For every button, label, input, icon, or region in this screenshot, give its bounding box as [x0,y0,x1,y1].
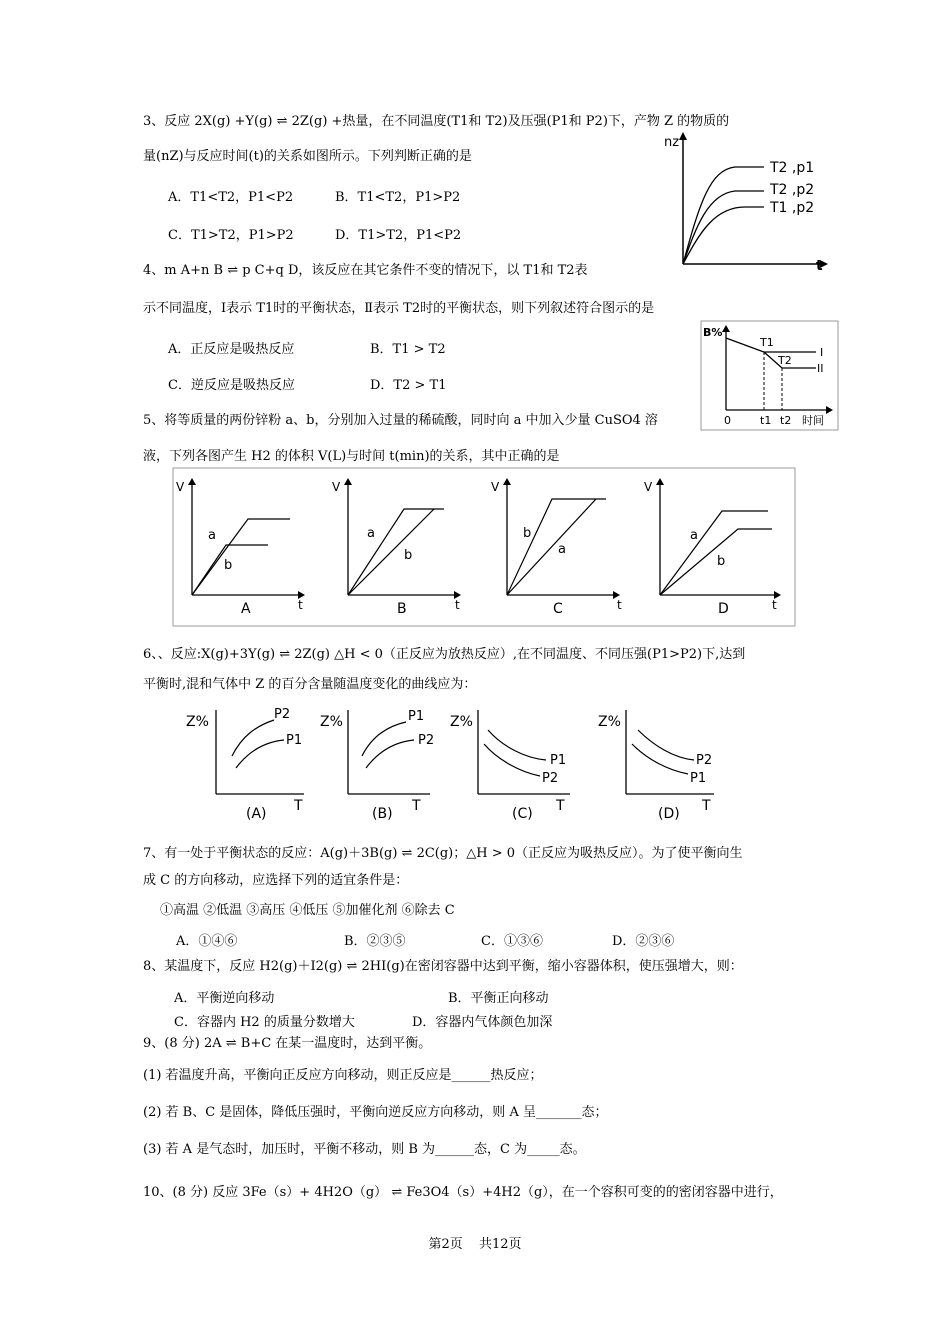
q3-graph [660,132,830,272]
q9-line1: 9、(8 分) 2A ⇌ B+C 在某一温度时，达到平衡。 [143,1036,432,1051]
q5c-xlabel: t [617,598,622,612]
q6b-lower: P2 [418,733,435,748]
q5a-panel-label: A [241,601,251,617]
q6-panel-d [598,710,714,822]
q5a-xlabel: t [298,598,303,612]
q4-graph-origin: 0 [724,414,731,427]
q4-graph-t2: t2 [780,414,792,427]
q6-line2: 平衡时,混和气体中 Z 的百分含量随温度变化的曲线应为： [143,677,477,692]
q5-panel-c [491,478,622,617]
q5-panel-b [332,478,461,617]
q6c-upper: P1 [550,753,567,768]
q6d-xlabel: T [702,798,711,814]
q7-option-c: C．①③⑥ [481,934,543,949]
q3-line1: 3、反应 2X(g) +Y(g) ⇌ 2Z(g) +热量，在不同温度(T1和 T2)及压强(P1和 P2)下，产物 Z 的物质的 [143,114,730,129]
q5b-panel-label: B [397,601,407,617]
q4-graph-ylabel: B% [703,326,723,339]
q7-line1: 7、有一处于平衡状态的反应：A(g)＋3B(g) ⇌ 2C(g)；△H > 0（正反应为吸热反应）。为了使平衡向生 [143,846,743,861]
q5-line1: 5、将等质量的两份锌粉 a、b，分别加入过量的稀硫酸，同时向 a 中加入少量 CuSO4 溶 [143,413,658,428]
q4-line2: 示不同温度，Ⅰ表示 T1时的平衡状态，Ⅱ表示 T2时的平衡状态，则下列叙述符合图示的是 [143,301,655,316]
q6b-ylabel: Z% [320,714,343,730]
q6b-upper: P1 [408,709,425,724]
q3-option-a: A．T1<T2，P1<P2 [168,190,294,205]
q5d-xlabel: t [772,598,777,612]
q8-option-a: A．平衡逆向移动 [174,991,275,1006]
q6d-ylabel: Z% [598,714,621,730]
q5a-label-b: b [224,558,233,573]
q9-item-3: (3) 若 A 是气态时，加压时，平衡不移动，则 B 为______态，C 为_____态。 [143,1142,586,1157]
q8-option-d: D．容器内气体颜色加深 [412,1015,553,1030]
q6d-lower: P1 [690,771,707,786]
q3-graph-xlabel: t [816,258,823,272]
q5c-line-a [507,499,596,595]
q6b-xlabel: T [412,798,421,814]
page-number: 第2页 [428,1237,463,1252]
q5c-label-b: b [523,526,532,541]
q4-graph [700,320,840,432]
q4-option-d: D．T2 > T1 [370,378,447,393]
q4-graph-T2: T2 [778,354,792,367]
q5d-label-b: b [717,554,726,569]
q3-curve-t1p2 [683,207,764,264]
q6c-lower: P2 [542,771,559,786]
q4-graph-II: II [817,362,824,375]
q7-option-a: A．①④⑥ [176,934,238,949]
q5d-line-b [660,529,772,595]
q3-label-t2p2: T2 ,p2 [770,182,815,198]
q9-item-2: (2) 若 B、C 是固体，降低压强时，平衡向逆反应方向移动，则 A 呈_______态； [143,1105,608,1120]
q6-figure [180,702,730,826]
q5c-ylabel: V [491,480,500,494]
q4-graph-xlabel: 时间 [802,414,824,427]
q5c-panel-label: C [553,601,563,617]
q6d-label: (D) [658,806,680,822]
q5-panel-d [644,478,781,617]
q7-conditions: ①高温 ②低温 ③高压 ④低压 ⑤加催化剂 ⑥除去 C [160,903,455,918]
q10-line1: 10、(8 分) 反应 3Fe（s）+ 4H2O（g） ⇌ Fe3O4（s）+4H2（g），在一个容积可变的的密闭容器中进行， [143,1185,783,1200]
q6a-label: (A) [246,806,267,822]
q3-line2: 量(nZ)与反应时间(t)的关系如图所示。下列判断正确的是 [143,149,472,164]
q5d-ylabel: V [644,480,653,494]
q5a-line-b-higher [192,519,290,595]
q4-graph-I: I [820,346,824,359]
q3-curve-t2p1 [683,167,764,264]
q3-curve-t2p2 [683,191,764,264]
q5-panel-a [176,478,305,617]
q4-option-c: C．逆反应是吸热反应 [168,378,295,393]
q3-option-c: C．T1>T2，P1>P2 [168,228,294,243]
q5b-label-a: a [367,526,375,541]
q8-option-c: C．容器内 H2 的质量分数增大 [174,1015,355,1030]
q6c-xlabel: T [556,798,565,814]
q7-option-d: D．②③⑥ [612,934,675,949]
q6a-xlabel: T [294,798,303,814]
q7-line2: 成 C 的方向移动，应选择下列的适宜条件是： [143,873,409,888]
page-total: 共12页 [478,1237,522,1252]
q5d-panel-label: D [718,601,729,617]
q5b-label-b: b [404,548,413,563]
q9-item-1: (1) 若温度升高，平衡向正反应方向移动，则正反应是______热反应； [143,1068,543,1083]
q6a-upper: P2 [274,707,291,722]
q6-line1: 6、、反应:X(g)+3Y(g) ⇌ 2Z(g) △H < 0（正反应为放热反应）,在不同温度、不同压强(P1>P2)下,达到 [143,647,746,662]
q4-option-b: B．T1 > T2 [370,342,446,357]
q7-option-b: B．②③⑤ [344,934,406,949]
q3-option-d: D．T1>T2，P1<P2 [335,228,462,243]
q4-graph-T1: T1 [760,336,774,349]
q8-option-b: B．平衡正向移动 [448,991,549,1006]
q4-graph-t1: t1 [760,414,772,427]
page-footer [0,1233,950,1252]
q3-label-t2p1: T2 ,p1 [770,160,815,176]
q3-label-t1p2: T1 ,p2 [770,200,815,216]
q6-panel-a [186,707,304,822]
q6b-label: (B) [372,806,393,822]
q5-line2: 液，下列各图产生 H2 的体积 V(L)与时间 t(min)的关系，其中正确的是 [143,449,560,464]
q6-panel-b [320,709,434,822]
q5c-line-b [507,499,606,595]
q6-panel-c [450,710,570,822]
q3-option-b: B．T1<T2，P1>P2 [335,190,461,205]
q5c-label-a: a [558,542,566,557]
q5a-ylabel: V [176,480,185,494]
q5a-label-a: a [208,528,216,543]
q5b-line-b [348,509,434,595]
q5b-ylabel: V [332,480,341,494]
q6a-ylabel: Z% [186,714,209,730]
q4-option-a: A．正反应是吸热反应 [168,342,295,357]
q6d-upper: P2 [696,753,713,768]
q5-figure [172,467,796,627]
q6c-label: (C) [512,806,533,822]
q4-line1: 4、m A+n B ⇌ p C+q D，该反应在其它条件不变的情况下，以 T1和 T2表 [143,263,588,278]
q5b-xlabel: t [455,598,460,612]
q5d-label-a: a [690,528,698,543]
q6a-lower: P1 [286,733,303,748]
q5b-line-a [348,509,444,595]
q6c-ylabel: Z% [450,714,473,730]
q8-line1: 8、某温度下，反应 H2(g)＋I2(g) ⇌ 2HI(g)在密闭容器中达到平衡，缩小容器体积，使压强增大，则： [143,959,743,974]
q5d-line-a [660,511,768,595]
q3-graph-ylabel: nz [664,135,680,150]
